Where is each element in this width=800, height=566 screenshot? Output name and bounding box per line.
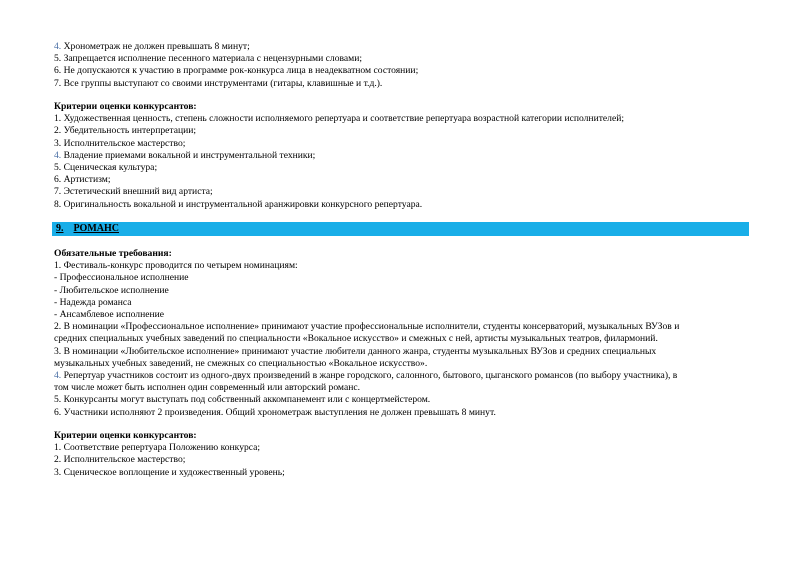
- criteria-list-2: [54, 442, 754, 479]
- list-item-text: 3. Сценическое воплощение и художественный уровень;: [54, 466, 285, 478]
- list-item: [54, 186, 754, 198]
- list-item-text: Запрещается исполнение песенного материала с нецензурными словами;: [61, 53, 363, 65]
- section-header-bar: [52, 222, 749, 236]
- list-item-number: 5.: [54, 53, 62, 65]
- list-item: [54, 297, 754, 309]
- top-rules-list: [54, 41, 754, 90]
- list-item-text: - Надежда романса: [54, 296, 132, 308]
- list-item-number: 7.: [54, 77, 62, 89]
- list-item-text: Сценическая культура;: [61, 162, 158, 174]
- list-item: [54, 454, 754, 466]
- list-item-text: Все группы выступают со своими инструментами (гитары, клавишные и т.д.).: [61, 77, 383, 89]
- list-item-number: 6.: [54, 174, 62, 186]
- requirements-heading: Обязательные требования:: [54, 248, 172, 259]
- list-item: [54, 333, 754, 345]
- criteria-list-1: [54, 113, 754, 211]
- list-item: [54, 272, 754, 284]
- list-item-number: 8.: [54, 198, 62, 210]
- criteria-block-1: [54, 101, 754, 211]
- list-item-text: том числе может быть исполнен один современный или авторский романс.: [54, 382, 360, 394]
- list-item-number: 4.: [54, 370, 62, 382]
- list-item: [54, 382, 754, 394]
- list-item: [54, 125, 754, 137]
- list-item: [54, 162, 754, 174]
- list-item-text: Хронометраж не должен превышать 8 минут;: [61, 41, 250, 52]
- list-item: [54, 41, 754, 53]
- list-item-text: Исполнительское мастерство;: [61, 137, 186, 149]
- criteria-heading-1: Критерии оценки конкурсантов:: [54, 101, 197, 112]
- list-item-text: - Любительское исполнение: [54, 284, 169, 296]
- list-item: [54, 370, 754, 382]
- list-item-text: музыкальных учебных заведений, не смежных со специальностью «Вокальное искусство».: [54, 357, 428, 369]
- list-item: [54, 174, 754, 186]
- section-title: [56, 223, 119, 235]
- list-item: [54, 65, 754, 77]
- list-item: [54, 78, 754, 90]
- list-item-number: 3.: [54, 137, 62, 149]
- list-item-text: Эстетический внешний вид артиста;: [61, 186, 213, 198]
- list-item: [54, 321, 754, 333]
- list-item-text: - Профессиональное исполнение: [54, 272, 189, 284]
- list-item-number: 2.: [54, 125, 62, 137]
- criteria-block-2: [54, 430, 754, 479]
- list-item-text: 6. Участники исполняют 2 произведения. Общий хронометраж выступления не должен превышать 8 минут.: [54, 406, 496, 418]
- section-number: 9.: [56, 223, 64, 234]
- list-item: [54, 346, 754, 358]
- list-item-number: 5.: [54, 162, 62, 174]
- list-item-text: Художественная ценность, степень сложности исполняемого репертуара и соответствие репертуара возрастной категории исполнителей;: [61, 113, 624, 125]
- list-item: [54, 394, 754, 406]
- list-item: [54, 358, 754, 370]
- list-item-number: 4.: [54, 41, 62, 52]
- list-item-number: 7.: [54, 186, 62, 198]
- list-item: [54, 150, 754, 162]
- list-item: [54, 113, 754, 125]
- section-name: РОМАНС: [73, 223, 119, 234]
- list-item-text: Артистизм;: [61, 174, 111, 186]
- list-item-text: Не допускаются к участию в программе рок-конкурса лица в неадекватном состоянии;: [61, 65, 419, 77]
- list-item-text: 2. В номинации «Профессиональное исполнение» принимают участие профессиональные исполнители, студенты консерваторий, музыкальных ВУЗов и: [54, 321, 680, 333]
- list-item-text: Оригинальность вокальной и инструментальной аранжировки конкурсного репертуара.: [61, 198, 423, 210]
- list-item-text: 2. Исполнительское мастерство;: [54, 454, 186, 466]
- list-item: [54, 442, 754, 454]
- list-item-text: Убедительность интерпретации;: [61, 125, 197, 137]
- list-item-number: 1.: [54, 113, 62, 125]
- list-item-number: 6.: [54, 65, 62, 77]
- list-item: [54, 199, 754, 211]
- criteria-heading-2: Критерии оценки конкурсантов:: [54, 430, 197, 441]
- requirements-list: [54, 260, 754, 419]
- list-item-text: - Ансамблевое исполнение: [54, 309, 164, 321]
- list-item-number: 4.: [54, 149, 62, 161]
- list-item-text: средних специальных учебных заведений по специальности «Вокальное искусство» и смежных с ней, артисты музыкальных театров, филармоний.: [54, 333, 658, 345]
- list-item: [54, 138, 754, 150]
- list-item-text: Владение приемами вокальной и инструментальной техники;: [61, 149, 316, 161]
- list-item: [54, 285, 754, 297]
- list-item: [54, 53, 754, 65]
- list-item: [54, 407, 754, 419]
- list-item-text: 1. Фестиваль-конкурс проводится по четырем номинациям:: [54, 260, 298, 272]
- requirements-block: [54, 248, 754, 419]
- list-item-text: 1. Соответствие репертуара Положению конкурса;: [54, 442, 261, 454]
- list-item: [54, 260, 754, 272]
- list-item-text: Репертуар участников состоит из одного-двух произведений в жанре городского, салонного, бытового, цыганского романсов (по выбору участника), в: [61, 370, 678, 382]
- list-item-text: 3. В номинации «Любительское исполнение» принимают участие любители данного жанра, студенты музыкальных ВУЗов и средних специальных: [54, 345, 657, 357]
- list-item: [54, 309, 754, 321]
- list-item-text: 5. Конкурсанты могут выступать под собственный аккомпанемент или с концертмейстером.: [54, 394, 431, 406]
- list-item: [54, 467, 754, 479]
